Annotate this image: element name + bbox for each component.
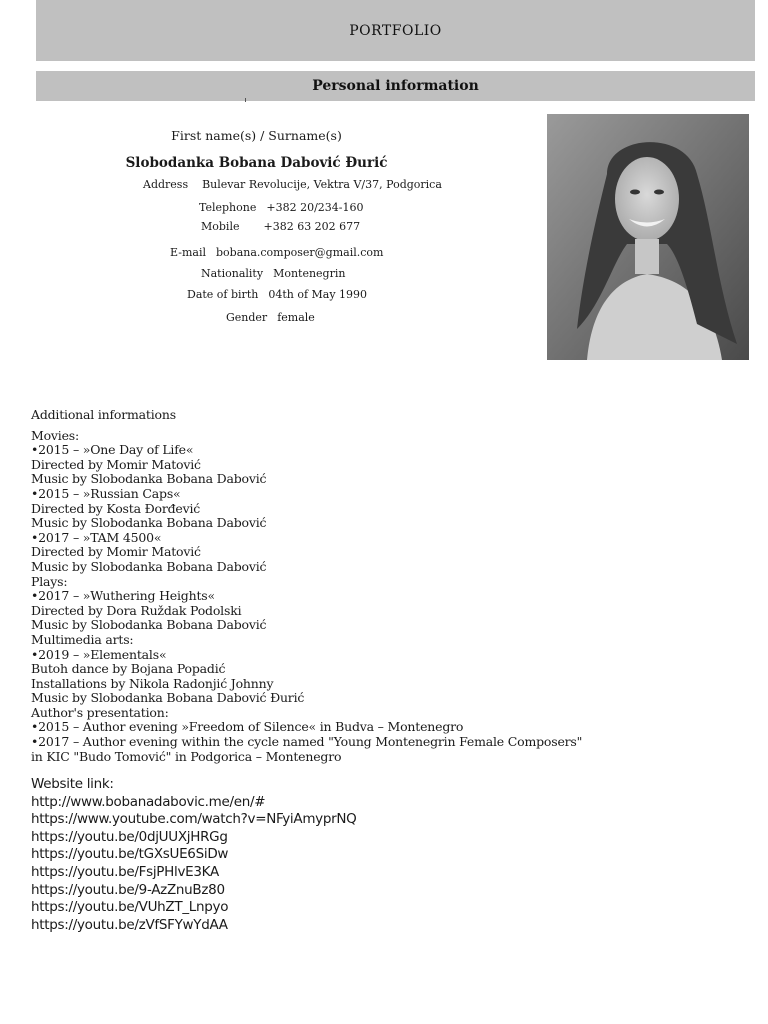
info-line: Directed by Momir Matović [31, 456, 201, 472]
website-link[interactable]: http://www.bobanadabovic.me/en/# [31, 793, 266, 810]
info-line: Directed by Dora Ruždak Podolski [31, 602, 242, 618]
info-line: •2015 – »Russian Caps« [31, 485, 181, 501]
email-label: E-mail [170, 246, 206, 259]
mobile-label: Mobile [201, 220, 240, 233]
info-line: Movies: [31, 427, 80, 443]
website-link[interactable]: https://youtu.be/tGXsUE6SiDw [31, 846, 229, 863]
info-line: •2017 – Author evening within the cycle named "Young Montenegrin Female Composers" [31, 734, 583, 750]
name-label: First name(s) / Surname(s) [171, 128, 342, 143]
additional-title: Additional informations [31, 407, 176, 422]
address-value: Bulevar Revolucije, Vektra V/37, Podgorica [202, 178, 442, 191]
info-line: •2019 – »Elementals« [31, 646, 167, 662]
info-line: Butoh dance by Bojana Popadić [31, 661, 226, 677]
info-line: Plays: [31, 573, 68, 589]
info-line: Music by Slobodanka Bobana Dabović [31, 515, 267, 531]
info-line: •2015 – Author evening »Freedom of Silence« in Budva – Montenegro [31, 719, 464, 735]
section-header [36, 71, 755, 101]
full-name: Slobodanka Bobana Dabović Đurić [125, 155, 388, 171]
info-line: Music by Slobodanka Bobana Dabović Đurić [31, 690, 305, 706]
telephone-value: +382 20/234-160 [266, 201, 364, 214]
website-link[interactable]: https://youtu.be/9-AzZnuBz80 [31, 881, 225, 898]
profile-photo [547, 114, 749, 360]
mobile-value: +382 63 202 677 [263, 220, 361, 233]
gender-row [226, 311, 315, 324]
additional-info [31, 408, 582, 764]
link-list [31, 794, 357, 935]
website-link[interactable]: https://youtu.be/zVfSFYwYdAA [31, 916, 228, 933]
gender-value: female [277, 311, 315, 324]
info-line: in KIC "Budo Tomović" in Podgorica – Montenegro [31, 748, 342, 764]
info-line: Directed by Momir Matović [31, 544, 201, 560]
info-line: •2015 – »One Day of Life« [31, 442, 194, 458]
info-line: Multimedia arts: [31, 631, 134, 647]
website-link[interactable]: https://youtu.be/FsjPHlvE3KA [31, 863, 219, 880]
section-title: Personal information [312, 78, 479, 94]
nationality-value: Montenegrin [273, 267, 346, 280]
website-section [31, 776, 357, 934]
info-line: Installations by Nikola Radonjić Johnny [31, 675, 274, 691]
info-line: Music by Slobodanka Bobana Dabović [31, 617, 267, 633]
info-line: Music by Slobodanka Bobana Dabović [31, 558, 267, 574]
info-line: •2017 – »TAM 4500« [31, 529, 162, 545]
portfolio-header [36, 0, 755, 61]
gender-label: Gender [226, 311, 268, 324]
telephone-label: Telephone [199, 201, 257, 214]
nationality-row [201, 267, 345, 280]
dob-label: Date of birth [187, 288, 259, 301]
info-line: Directed by Kosta Đorđević [31, 500, 201, 516]
nationality-label: Nationality [201, 267, 264, 280]
additional-lines [31, 429, 582, 765]
website-link[interactable]: https://youtu.be/VUhZT_Lnpyo [31, 899, 229, 916]
website-link[interactable]: https://youtu.be/0djUUXjHRGg [31, 828, 228, 845]
dob-value: 04th of May 1990 [268, 288, 368, 301]
mobile-row [201, 220, 360, 233]
address-row [143, 178, 442, 191]
info-line: Author's presentation: [31, 704, 169, 720]
email-value: bobana.composer@gmail.com [215, 246, 384, 259]
email-row [170, 246, 383, 259]
address-label: Address [143, 178, 189, 191]
telephone-row [199, 201, 364, 214]
dob-row [187, 288, 367, 301]
portrait-image [547, 114, 749, 360]
info-line: •2017 – »Wuthering Heights« [31, 588, 215, 604]
info-line: Music by Slobodanka Bobana Dabović [31, 471, 267, 487]
portfolio-title: PORTFOLIO [349, 22, 442, 39]
website-link[interactable]: https://www.youtube.com/watch?v=NFyiAmyprNQ [31, 811, 357, 828]
website-title: Website link: [31, 776, 114, 792]
divider-mark [245, 98, 246, 102]
